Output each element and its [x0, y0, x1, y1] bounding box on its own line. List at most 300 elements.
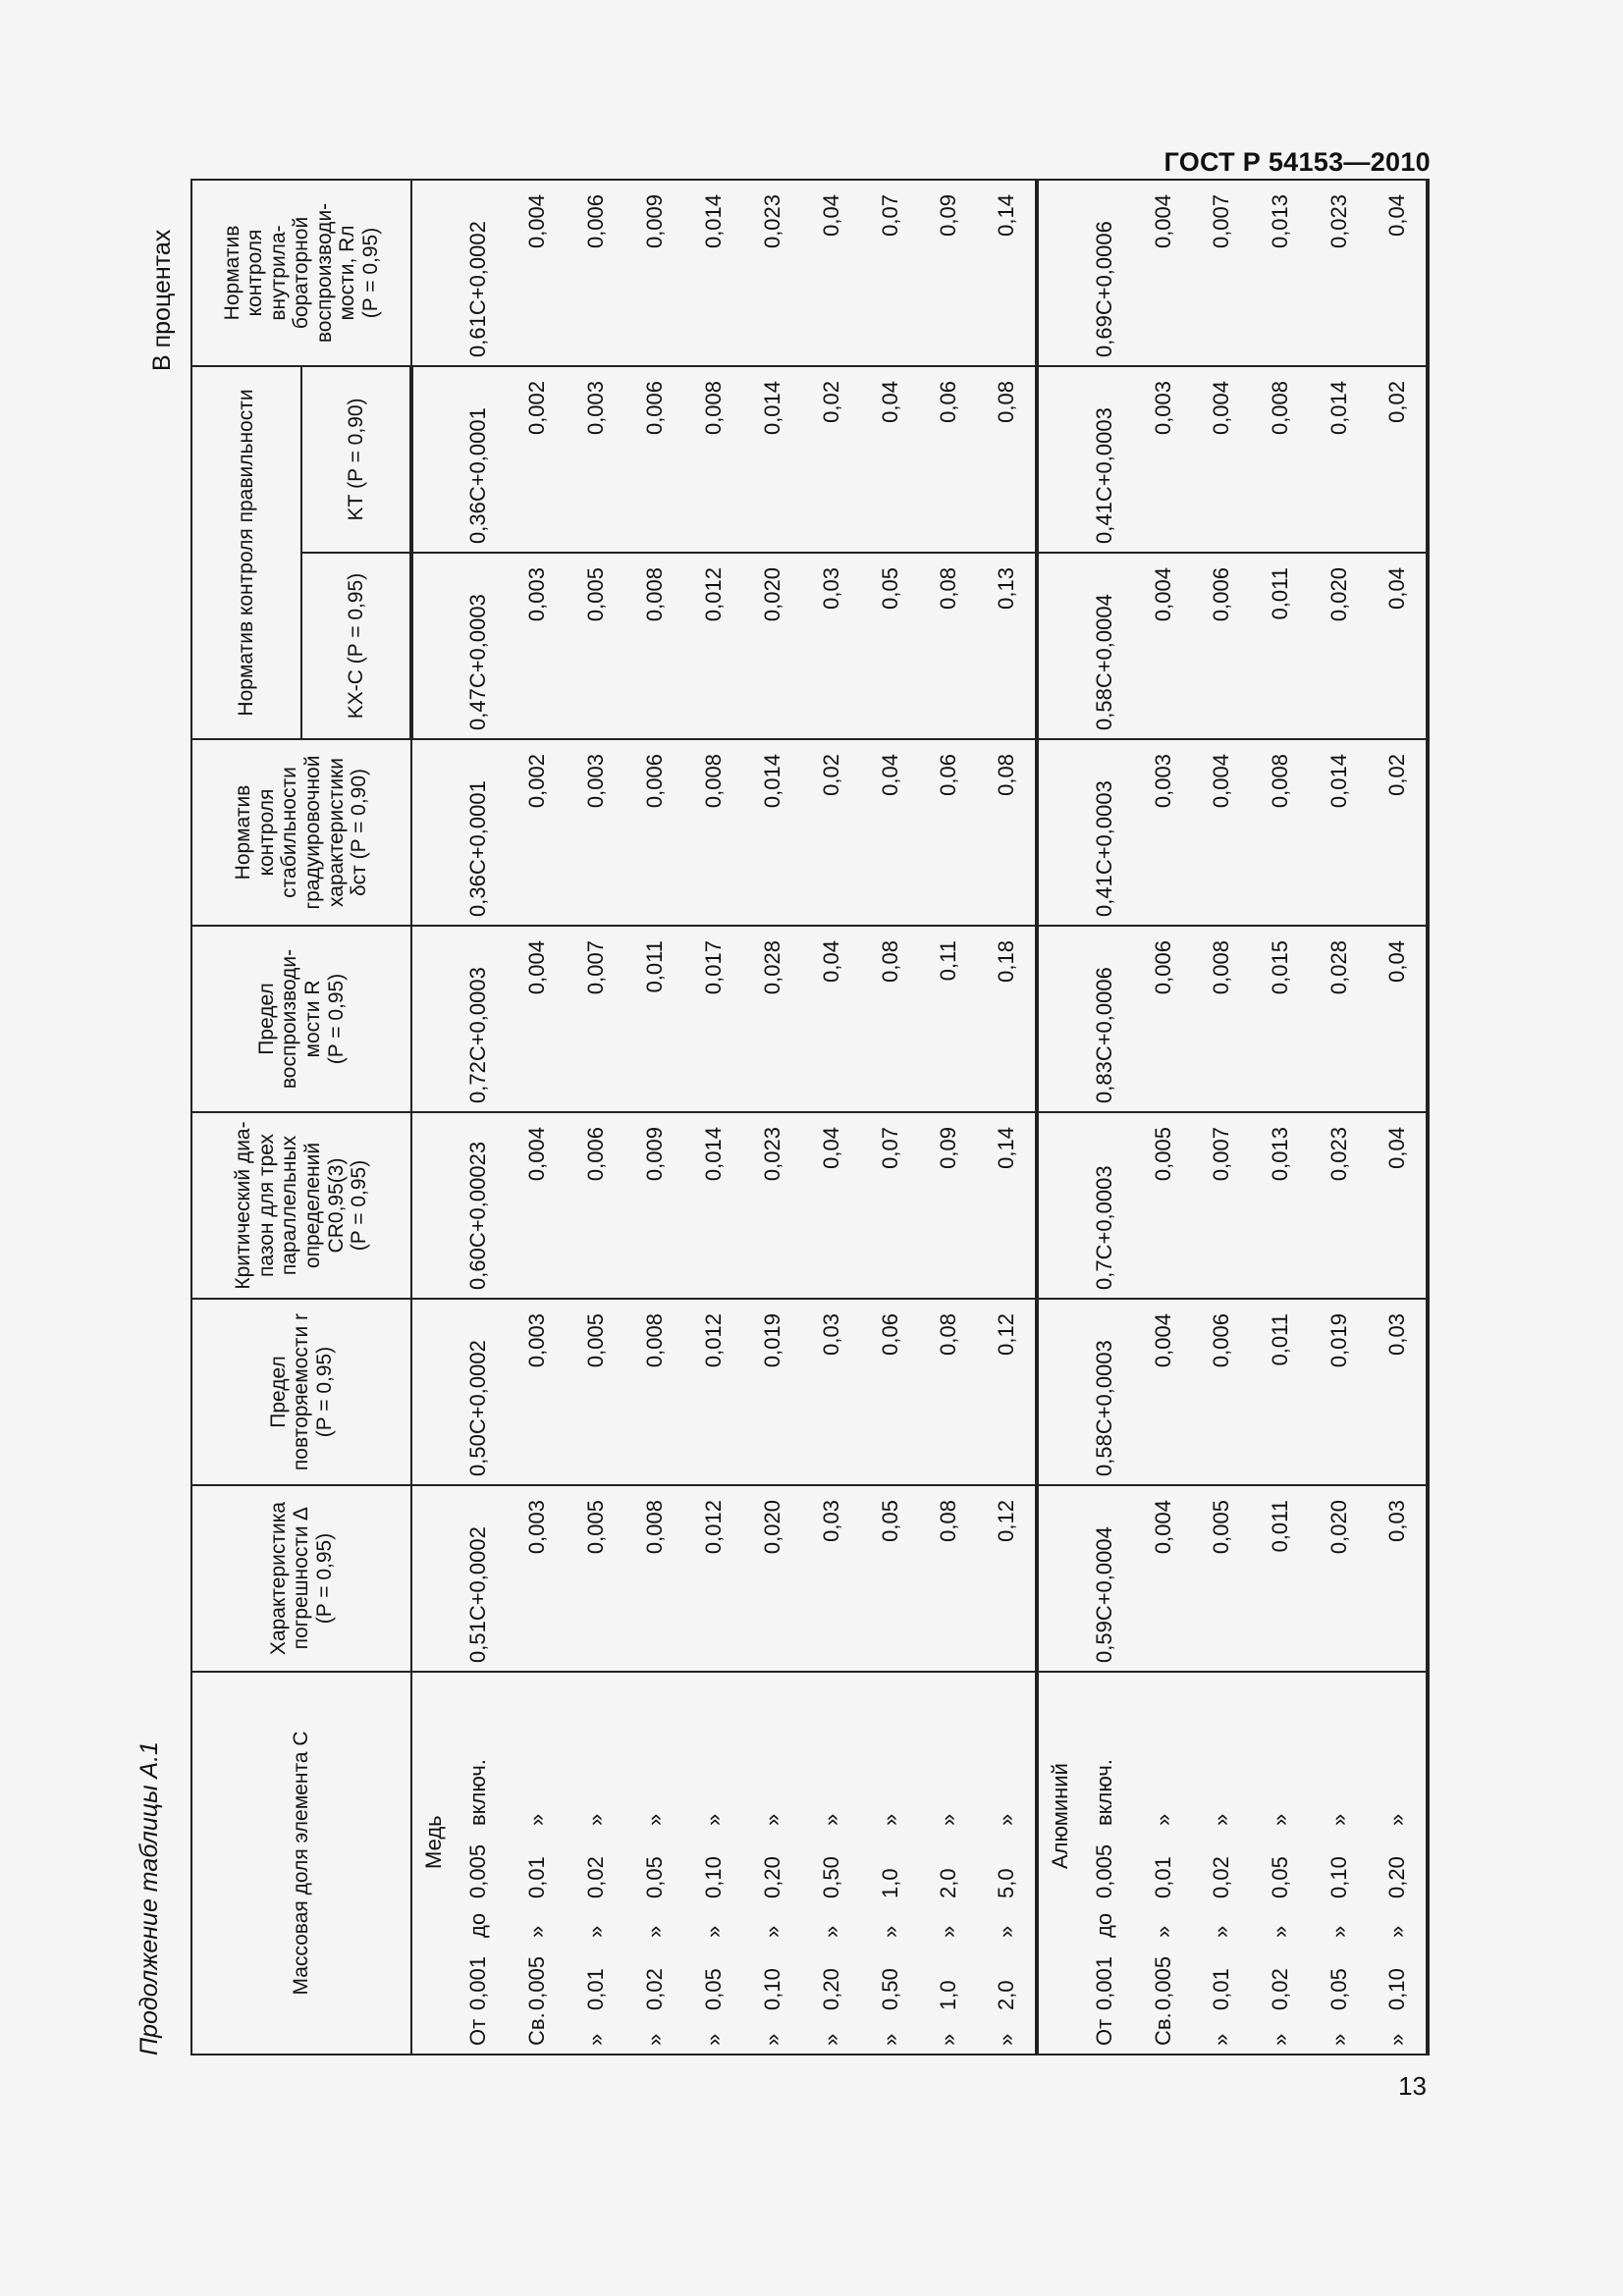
- value-cell: 0,02: [802, 366, 861, 553]
- table-body: [411, 180, 1428, 2055]
- value-cell: 0,51C+0,0002: [449, 1485, 508, 1672]
- col-header-intralab-reproducibility: [191, 180, 411, 366]
- table-row: [625, 180, 684, 2055]
- table-row: [802, 180, 861, 2055]
- range-part-c1: »: [1268, 2033, 1293, 2046]
- col-header-intralab-l3: внутрила-: [266, 225, 290, 321]
- col-header-repeatability: [191, 1299, 411, 1485]
- value-cell: 0,003: [567, 366, 625, 553]
- value-cell: 0,007: [1192, 180, 1251, 366]
- col-header-accuracy-group: Норматив контроля правильности: [191, 366, 301, 739]
- value-cell: 0,005: [1134, 1112, 1193, 1299]
- value-cell: 0,59C+0,0004: [1075, 1485, 1134, 1672]
- value-cell: 0,023: [1310, 1112, 1369, 1299]
- value-cell: 0,023: [743, 1112, 802, 1299]
- col-header-critical-range-l4: определений: [301, 1142, 324, 1269]
- range-part-c3: »: [1268, 1925, 1293, 1938]
- range-part-c3: »: [759, 1925, 784, 1938]
- value-cell: 0,003: [508, 553, 567, 739]
- document-code: ГОСТ Р 54153—2010: [1163, 147, 1431, 177]
- value-cell: 0,013: [1251, 180, 1310, 366]
- col-header-critical-range: [191, 1112, 411, 1299]
- range-part-c3: »: [1384, 1925, 1410, 1938]
- range-part-c3: »: [700, 1925, 726, 1938]
- value-cell: 0,08: [919, 1299, 978, 1485]
- col-header-intralab-l6: мости, Rл: [336, 225, 359, 321]
- col-header-intralab-l1: Норматив: [220, 225, 243, 321]
- mass-fraction-range: [861, 1672, 920, 2055]
- value-cell: 0,006: [567, 1112, 625, 1299]
- value-cell: 0,014: [1310, 739, 1369, 926]
- value-cell: 0,014: [684, 1112, 743, 1299]
- value-cell: 0,008: [625, 1299, 684, 1485]
- range-part-c2: 0,50: [877, 1968, 902, 2010]
- value-cell: 0,04: [861, 366, 920, 553]
- range-part-c3: »: [1326, 1925, 1352, 1938]
- col-header-calibration-stability-l5: характеристики: [324, 758, 348, 907]
- range-part-c2: 0,01: [583, 1968, 609, 2010]
- range-part-c3: »: [994, 1925, 1019, 1938]
- range-part-c2: 0,20: [818, 1968, 843, 2010]
- table-row: [449, 180, 508, 2055]
- value-cell: 0,011: [1251, 1299, 1310, 1485]
- range-part-c4: 0,05: [642, 1856, 668, 1898]
- value-cell: 0,18: [978, 926, 1037, 1112]
- value-cell: 0,011: [1251, 553, 1310, 739]
- empty-cell: [1037, 553, 1074, 739]
- value-cell: 0,009: [625, 1112, 684, 1299]
- value-cell: 0,020: [743, 1485, 802, 1672]
- value-cell: 0,03: [802, 1485, 861, 1672]
- range-part-c2: 0,10: [1384, 1968, 1410, 2010]
- value-cell: 0,005: [1192, 1485, 1251, 1672]
- col-header-calibration-stability-l4: градуировочной: [301, 755, 324, 910]
- value-cell: 0,012: [684, 1299, 743, 1485]
- col-header-mass-fraction: Массовая доля элемента C: [191, 1672, 411, 2055]
- range-part-c1: От: [465, 2018, 491, 2046]
- value-cell: 0,011: [625, 926, 684, 1112]
- range-part-c5: »: [818, 1813, 843, 1826]
- value-cell: 0,04: [802, 926, 861, 1112]
- range-part-c2: 0,05: [1326, 1968, 1352, 2010]
- col-header-error-l1: Характеристика: [266, 1501, 290, 1656]
- value-cell: 0,04: [1369, 553, 1428, 739]
- range-part-c2: 0,02: [1268, 1968, 1293, 2010]
- col-header-critical-range-l5: CR0,95(3): [324, 1157, 348, 1254]
- value-cell: 0,006: [1134, 926, 1193, 1112]
- value-cell: 0,02: [802, 739, 861, 926]
- col-header-calibration-stability-l6: δст (P = 0,90): [348, 768, 371, 897]
- col-header-error: [191, 1485, 411, 1672]
- range-part-c5: »: [642, 1813, 668, 1826]
- value-cell: 0,36C+0,0001: [449, 739, 508, 926]
- range-part-c1: »: [642, 2033, 668, 2046]
- value-cell: 0,006: [625, 739, 684, 926]
- value-cell: 0,003: [508, 1299, 567, 1485]
- value-cell: 0,08: [861, 926, 920, 1112]
- table-row: [1192, 180, 1251, 2055]
- range-part-c1: »: [583, 2033, 609, 2046]
- range-part-c5: »: [524, 1813, 550, 1826]
- range-part-c5: включ.: [1091, 1759, 1116, 1826]
- range-part-c4: 0,10: [1326, 1856, 1352, 1898]
- range-part-c4: 5,0: [994, 1868, 1019, 1898]
- value-cell: 0,006: [625, 366, 684, 553]
- value-cell: 0,58C+0,0003: [1075, 1299, 1134, 1485]
- range-part-c3: »: [583, 1925, 609, 1938]
- value-cell: 0,50C+0,0002: [449, 1299, 508, 1485]
- value-cell: 0,002: [508, 366, 567, 553]
- section-header-row: [411, 180, 449, 2055]
- empty-cell: [411, 739, 449, 926]
- value-cell: 0,04: [1369, 1112, 1428, 1299]
- value-cell: 0,008: [625, 1485, 684, 1672]
- mass-fraction-range: [508, 1672, 567, 2055]
- empty-cell: [1037, 926, 1074, 1112]
- value-cell: 0,008: [1251, 366, 1310, 553]
- range-part-c1: Св.: [524, 2012, 550, 2046]
- value-cell: 0,14: [978, 1112, 1037, 1299]
- mass-fraction-range: [1251, 1672, 1310, 2055]
- units-note: В процентах: [148, 229, 176, 371]
- value-cell: 0,008: [684, 739, 743, 926]
- value-cell: 0,013: [1251, 1112, 1310, 1299]
- range-part-c3: »: [818, 1925, 843, 1938]
- value-cell: 0,05: [861, 1485, 920, 1672]
- range-part-c2: 0,005: [524, 1955, 550, 2010]
- range-part-c1: »: [1209, 2033, 1234, 2046]
- value-cell: 0,03: [802, 553, 861, 739]
- empty-cell: [1037, 180, 1074, 366]
- value-cell: 0,11: [919, 926, 978, 1112]
- value-cell: 0,08: [978, 366, 1037, 553]
- value-cell: 0,005: [567, 553, 625, 739]
- value-cell: 0,014: [743, 366, 802, 553]
- range-part-c2: 0,02: [642, 1968, 668, 2010]
- value-cell: 0,004: [508, 1112, 567, 1299]
- value-cell: 0,05: [861, 553, 920, 739]
- value-cell: 0,14: [978, 180, 1037, 366]
- range-part-c2: 1,0: [936, 1980, 961, 2010]
- col-header-repeatability-l3: (P = 0,95): [312, 1346, 336, 1438]
- value-cell: 0,004: [508, 926, 567, 1112]
- col-header-error-l3: (P = 0,95): [312, 1532, 336, 1625]
- range-part-c2: 0,01: [1209, 1968, 1234, 2010]
- col-header-critical-range-l1: Критический диа-: [232, 1121, 255, 1290]
- range-part-c3: до: [1091, 1912, 1116, 1938]
- value-cell: 0,004: [1134, 1485, 1193, 1672]
- col-header-critical-range-l3: параллельных: [278, 1135, 301, 1276]
- page-number: 13: [1398, 2071, 1427, 2101]
- range-part-c4: 0,50: [818, 1856, 843, 1898]
- empty-cell: [1037, 739, 1074, 926]
- range-part-c4: 2,0: [936, 1868, 961, 1898]
- col-header-critical-range-l6: (P = 0,95): [348, 1159, 371, 1252]
- mass-fraction-range: [1310, 1672, 1369, 2055]
- data-table-wrapper: [190, 193, 1430, 2056]
- empty-cell: [411, 180, 449, 366]
- value-cell: 0,006: [1192, 553, 1251, 739]
- mass-fraction-range: [625, 1672, 684, 2055]
- value-cell: 0,13: [978, 553, 1037, 739]
- section-header-row: [1037, 180, 1074, 2055]
- range-part-c3: »: [936, 1925, 961, 1938]
- value-cell: 0,004: [1192, 739, 1251, 926]
- value-cell: 0,04: [802, 180, 861, 366]
- col-header-critical-range-l2: пазон для трех: [254, 1133, 278, 1278]
- range-part-c4: 0,01: [1150, 1856, 1175, 1898]
- col-header-calibration-stability-l3: стабильности: [278, 767, 301, 898]
- range-part-c2: 0,05: [700, 1968, 726, 2010]
- mass-fraction-range: [919, 1672, 978, 2055]
- col-header-intralab-l4: бораторной: [290, 216, 313, 330]
- col-header-k-t: KТ (P = 0,90): [301, 366, 411, 553]
- value-cell: 0,006: [1192, 1299, 1251, 1485]
- range-part-c5: включ.: [465, 1759, 491, 1826]
- table-row: [1310, 180, 1369, 2055]
- value-cell: 0,020: [1310, 553, 1369, 739]
- mass-fraction-range: [802, 1672, 861, 2055]
- value-cell: 0,019: [1310, 1299, 1369, 1485]
- value-cell: 0,72C+0,0003: [449, 926, 508, 1112]
- range-part-c2: 0,001: [465, 1955, 491, 2010]
- col-header-intralab-l5: воспроизводи-: [312, 202, 336, 344]
- value-cell: 0,020: [743, 553, 802, 739]
- col-header-k-xc: KХ-С (P = 0,95): [301, 553, 411, 739]
- value-cell: 0,41C+0,0003: [1075, 739, 1134, 926]
- value-cell: 0,09: [919, 180, 978, 366]
- range-part-c5: »: [1326, 1813, 1352, 1826]
- value-cell: 0,003: [508, 1485, 567, 1672]
- empty-cell: [411, 1112, 449, 1299]
- value-cell: 0,08: [919, 553, 978, 739]
- range-part-c1: »: [700, 2033, 726, 2046]
- col-header-reproducibility: [191, 926, 411, 1112]
- range-part-c4: 1,0: [877, 1868, 902, 1898]
- range-part-c1: »: [1384, 2033, 1410, 2046]
- range-part-c3: »: [877, 1925, 902, 1938]
- value-cell: 0,09: [919, 1112, 978, 1299]
- range-part-c1: »: [818, 2033, 843, 2046]
- range-part-c5: »: [1384, 1813, 1410, 1826]
- empty-cell: [411, 1299, 449, 1485]
- table-row: [743, 180, 802, 2055]
- value-cell: 0,005: [567, 1299, 625, 1485]
- empty-cell: [411, 553, 449, 739]
- value-cell: 0,023: [743, 180, 802, 366]
- range-part-c5: »: [877, 1813, 902, 1826]
- col-header-reproducibility-l4: (P = 0,95): [324, 973, 348, 1065]
- mass-fraction-range: [1369, 1672, 1428, 2055]
- range-part-c1: »: [994, 2033, 1019, 2046]
- value-cell: 0,83C+0,0006: [1075, 926, 1134, 1112]
- value-cell: 0,47C+0,0003: [449, 553, 508, 739]
- col-header-calibration-stability-l2: контроля: [254, 788, 278, 877]
- range-part-c5: »: [583, 1813, 609, 1826]
- empty-cell: [411, 1485, 449, 1672]
- value-cell: 0,007: [567, 926, 625, 1112]
- col-header-repeatability-l2: повторяемости r: [290, 1312, 313, 1471]
- value-cell: 0,004: [508, 180, 567, 366]
- range-part-c2: 0,005: [1150, 1955, 1175, 2010]
- range-part-c4: 0,20: [759, 1856, 784, 1898]
- value-cell: 0,014: [743, 739, 802, 926]
- range-part-c4: 0,20: [1384, 1856, 1410, 1898]
- range-part-c3: »: [1209, 1925, 1234, 1938]
- value-cell: 0,019: [743, 1299, 802, 1485]
- table-row: [684, 180, 743, 2055]
- col-header-calibration-stability-l1: Норматив: [232, 784, 255, 881]
- table-row: [1251, 180, 1310, 2055]
- col-header-reproducibility-l2: воспроизводи-: [278, 948, 301, 1090]
- col-header-calibration-stability: [191, 739, 411, 926]
- range-part-c1: »: [759, 2033, 784, 2046]
- table-row: [567, 180, 625, 2055]
- value-cell: 0,7C+0,0003: [1075, 1112, 1134, 1299]
- value-cell: 0,005: [567, 1485, 625, 1672]
- value-cell: 0,61C+0,0002: [449, 180, 508, 366]
- value-cell: 0,07: [861, 180, 920, 366]
- col-header-repeatability-l1: Предел: [266, 1356, 290, 1428]
- range-part-c5: »: [936, 1813, 961, 1826]
- mass-fraction-range: [567, 1672, 625, 2055]
- range-part-c5: »: [1209, 1813, 1234, 1826]
- mass-fraction-range: [449, 1672, 508, 2055]
- mass-fraction-range: [1192, 1672, 1251, 2055]
- value-cell: 0,017: [684, 926, 743, 1112]
- value-cell: 0,12: [978, 1485, 1037, 1672]
- range-part-c4: 0,02: [1209, 1856, 1234, 1898]
- value-cell: 0,008: [1192, 926, 1251, 1112]
- value-cell: 0,60C+0,00023: [449, 1112, 508, 1299]
- empty-cell: [1037, 1112, 1074, 1299]
- value-cell: 0,58C+0,0004: [1075, 553, 1134, 739]
- range-part-c1: От: [1091, 2018, 1116, 2046]
- empty-cell: [411, 366, 449, 553]
- empty-cell: [411, 926, 449, 1112]
- range-part-c1: »: [877, 2033, 902, 2046]
- value-cell: 0,009: [625, 180, 684, 366]
- value-cell: 0,028: [1310, 926, 1369, 1112]
- value-cell: 0,04: [1369, 926, 1428, 1112]
- value-cell: 0,007: [1192, 1112, 1251, 1299]
- value-cell: 0,04: [1369, 180, 1428, 366]
- value-cell: 0,12: [978, 1299, 1037, 1485]
- value-cell: 0,014: [1310, 366, 1369, 553]
- range-part-c5: »: [994, 1813, 1019, 1826]
- value-cell: 0,41C+0,0003: [1075, 366, 1134, 553]
- value-cell: 0,03: [1369, 1299, 1428, 1485]
- value-cell: 0,011: [1251, 1485, 1310, 1672]
- range-part-c5: »: [1268, 1813, 1293, 1826]
- table-row: [508, 180, 567, 2055]
- value-cell: 0,006: [567, 180, 625, 366]
- value-cell: 0,03: [802, 1299, 861, 1485]
- range-part-c3: »: [1150, 1925, 1175, 1938]
- value-cell: 0,03: [1369, 1485, 1428, 1672]
- range-part-c2: 0,001: [1091, 1955, 1116, 2010]
- col-header-intralab-l2: контроля: [243, 229, 267, 317]
- mass-fraction-range: [1134, 1672, 1193, 2055]
- value-cell: 0,06: [861, 1299, 920, 1485]
- range-part-c2: 0,10: [759, 1968, 784, 2010]
- value-cell: 0,003: [567, 739, 625, 926]
- value-cell: 0,004: [1134, 1299, 1193, 1485]
- section-name: Медь: [411, 1672, 449, 2055]
- range-part-c4: 0,10: [700, 1856, 726, 1898]
- empty-cell: [1037, 366, 1074, 553]
- table-row: [919, 180, 978, 2055]
- value-cell: 0,004: [1134, 180, 1193, 366]
- value-cell: 0,003: [1134, 739, 1193, 926]
- value-cell: 0,004: [1192, 366, 1251, 553]
- empty-cell: [1037, 1299, 1074, 1485]
- table-row: [1075, 180, 1134, 2055]
- range-part-c4: 0,01: [524, 1856, 550, 1898]
- value-cell: 0,02: [1369, 366, 1428, 553]
- col-header-reproducibility-l3: мости R: [301, 980, 324, 1058]
- value-cell: 0,023: [1310, 180, 1369, 366]
- range-part-c5: »: [1150, 1813, 1175, 1826]
- table-row: [1134, 180, 1193, 2055]
- value-cell: 0,003: [1134, 366, 1193, 553]
- range-part-c3: »: [642, 1925, 668, 1938]
- col-header-intralab-l7: (P = 0,95): [358, 227, 382, 319]
- value-cell: 0,04: [802, 1112, 861, 1299]
- range-part-c4: 0,05: [1268, 1856, 1293, 1898]
- col-header-error-l2: погрешности ∆: [290, 1507, 313, 1650]
- value-cell: 0,06: [919, 366, 978, 553]
- value-cell: 0,06: [919, 739, 978, 926]
- value-cell: 0,07: [861, 1112, 920, 1299]
- range-part-c4: 0,005: [1091, 1843, 1116, 1898]
- range-part-c4: 0,02: [583, 1856, 609, 1898]
- value-cell: 0,08: [978, 739, 1037, 926]
- value-cell: 0,008: [684, 366, 743, 553]
- range-part-c1: »: [936, 2033, 961, 2046]
- value-cell: 0,36C+0,0001: [449, 366, 508, 553]
- col-header-reproducibility-l1: Предел: [254, 983, 278, 1055]
- value-cell: 0,08: [919, 1485, 978, 1672]
- mass-fraction-range: [684, 1672, 743, 2055]
- range-part-c3: до: [465, 1912, 491, 1938]
- value-cell: 0,012: [684, 553, 743, 739]
- data-table: [190, 179, 1430, 2056]
- value-cell: 0,028: [743, 926, 802, 1112]
- value-cell: 0,014: [684, 180, 743, 366]
- value-cell: 0,69C+0,0006: [1075, 180, 1134, 366]
- value-cell: 0,04: [861, 739, 920, 926]
- range-part-c5: »: [700, 1813, 726, 1826]
- mass-fraction-range: [1075, 1672, 1134, 2055]
- value-cell: 0,012: [684, 1485, 743, 1672]
- range-part-c3: »: [524, 1925, 550, 1938]
- table-caption: Продолжение таблицы А.1: [135, 1741, 163, 2056]
- range-part-c1: Св.: [1150, 2012, 1175, 2046]
- value-cell: 0,008: [1251, 739, 1310, 926]
- section-name: Алюминий: [1037, 1672, 1074, 2055]
- mass-fraction-range: [743, 1672, 802, 2055]
- range-part-c2: 2,0: [994, 1980, 1019, 2010]
- range-part-c5: »: [759, 1813, 784, 1826]
- table-row: [978, 180, 1037, 2055]
- value-cell: 0,002: [508, 739, 567, 926]
- empty-cell: [1037, 1485, 1074, 1672]
- value-cell: 0,02: [1369, 739, 1428, 926]
- value-cell: 0,008: [625, 553, 684, 739]
- range-part-c4: 0,005: [465, 1843, 491, 1898]
- mass-fraction-range: [978, 1672, 1037, 2055]
